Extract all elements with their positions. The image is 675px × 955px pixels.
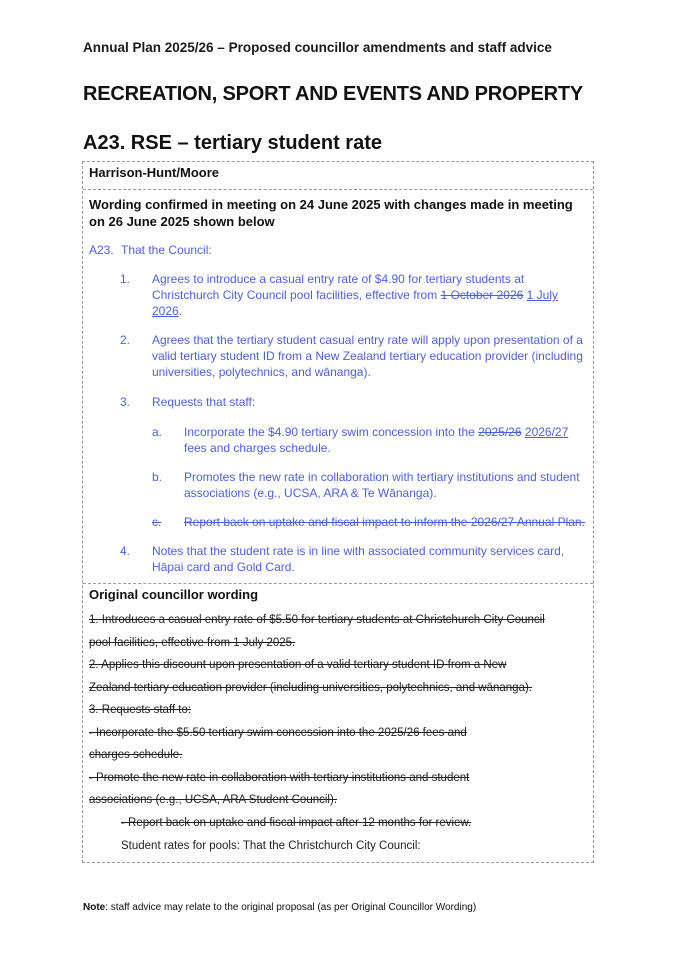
section-title: RECREATION, SPORT AND EVENTS AND PROPERTY	[83, 83, 583, 105]
original-heading: Original councillor wording	[89, 587, 259, 602]
item-number: 3.	[120, 395, 131, 409]
item-text	[152, 271, 587, 319]
item-number: 4.	[120, 544, 131, 558]
deleted-text: 2025/26	[478, 425, 522, 439]
resolution-item-4	[120, 543, 587, 575]
resolution-lead-text: That the Council:	[121, 243, 212, 257]
sub-item-number: a.	[152, 425, 163, 439]
item-body	[152, 394, 587, 530]
movers: Harrison-Hunt/Moore	[89, 165, 219, 180]
original-lines	[89, 609, 587, 834]
sub-item-b	[152, 469, 587, 501]
inserted-text: 1 July 2026	[152, 288, 558, 318]
inserted-text: 2026/27	[524, 425, 569, 439]
deleted-text: 1 October 2026	[440, 288, 524, 302]
footer-note	[83, 902, 476, 913]
resolution-item-1	[120, 271, 587, 319]
original-line-indented: - Report back on uptake and fiscal impact after 12 months for review.	[121, 816, 472, 829]
note-text: : staff advice may relate to the original proposal (as per Original Councillor Wording)	[105, 902, 477, 913]
running-header: Annual Plan 2025/26 – Proposed councillor amendments and staff advice	[83, 40, 552, 55]
original-line: - Promote the new rate in collaboration with tertiary institutions and student	[89, 771, 470, 784]
original-line: 3. Requests staff to:	[89, 704, 192, 716]
original-line: 1. Introduces a casual entry rate of $5.50 for tertiary students at Christchurch City Council	[89, 614, 545, 626]
sub-item-number: b.	[152, 470, 163, 484]
original-line: pool facilities, effective from 1 July 2025.	[89, 636, 296, 649]
sub-item-text: Promotes the new rate in collaboration with tertiary institutions and student associations (e.g., UCSA, ARA & Te Wānanga).	[184, 470, 580, 500]
resolution-number: A23.	[89, 243, 114, 257]
item-text-after: .	[178, 304, 183, 318]
resolution-lead	[89, 242, 587, 258]
original-line: charges schedule.	[89, 749, 183, 761]
note-label: Note	[83, 902, 106, 913]
original-line: 2. Applies this discount upon presentation of a valid tertiary student ID from a New	[89, 659, 507, 671]
original-line: - Incorporate the $5.50 tertiary swim concession into the 2025/26 fees and	[89, 726, 467, 739]
sub-item-text: Report back on uptake and fiscal impact to inform the 2026/27 Annual Plan.	[184, 515, 585, 529]
sub-item-text	[184, 424, 587, 456]
movers-cell	[83, 162, 593, 190]
original-plain-line: Student rates for pools: That the Christchurch City Council:	[121, 840, 421, 852]
confirmed-heading: Wording confirmed in meeting on 24 June 2025 with changes made in meeting on 26 June 2025 shown below	[89, 197, 573, 229]
original-line: associations (e.g., UCSA, ARA Student Council).	[89, 794, 338, 806]
item-text: Notes that the student rate is in line with associated community services card, Hāpai card and Gold Card.	[152, 544, 565, 574]
resolution-item-3	[120, 394, 587, 530]
sub-text-after: fees and charges schedule.	[184, 441, 331, 455]
item-text-before: Agrees to introduce a casual entry rate of $4.90 for tertiary students at Christchurch City Council pool facilities, effective from	[152, 272, 525, 302]
item-number: 2.	[120, 333, 131, 347]
item-text: Agrees that the tertiary student casual entry rate will apply upon presentation of a valid tertiary student ID from a New Zealand tertiary education provider (including universities, polytechnics, and wānanga).	[152, 333, 583, 379]
item-text: Requests that staff:	[152, 395, 256, 409]
sub-text-before: Incorporate the $4.90 tertiary swim concession into the	[184, 425, 479, 439]
sub-item-a	[152, 424, 587, 456]
sub-item-c-deleted	[152, 514, 587, 530]
original-wording-cell	[83, 584, 593, 862]
item-number: 1.	[120, 272, 131, 286]
resolution-list	[120, 271, 587, 575]
sub-item-number: c.	[152, 515, 162, 529]
amendment-table	[82, 161, 594, 863]
resolution-item-2	[120, 332, 587, 380]
original-line: Zealand tertiary education provider (including universities, polytechnics, and wānanga).	[89, 681, 532, 694]
item-title: A23. RSE – tertiary student rate	[83, 132, 382, 154]
confirmed-wording-cell	[83, 190, 593, 584]
sub-list	[152, 424, 587, 530]
